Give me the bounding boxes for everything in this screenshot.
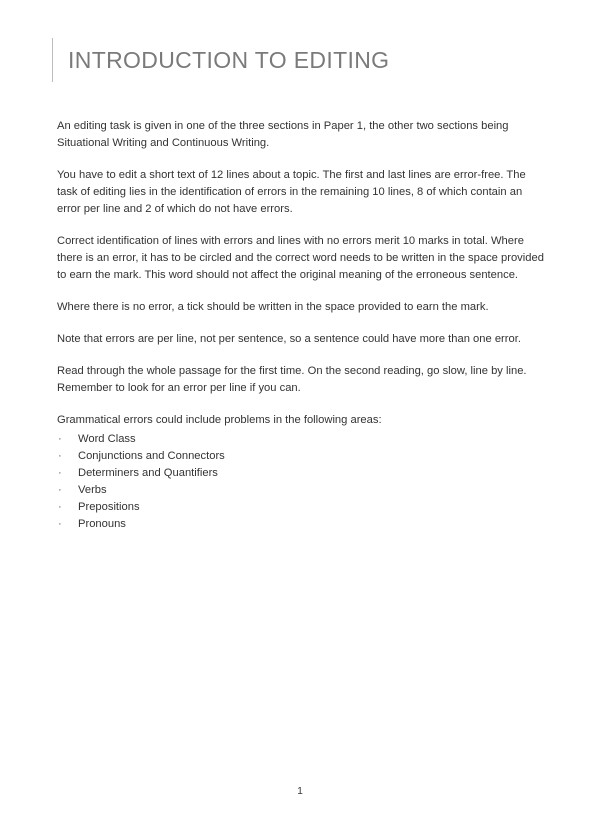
bullet-marker-icon: ·: [58, 433, 62, 445]
list-item: [57, 465, 546, 482]
bullet-marker-icon: ·: [58, 450, 62, 462]
page-title-block: [52, 38, 389, 82]
list-item: [57, 448, 546, 465]
body-paragraph-6: Read through the whole passage for the first time. On the second reading, go slow, line by line. Remember to look for an error per line if you can.: [57, 365, 527, 394]
body-paragraph-3: Correct identification of lines with errors and lines with no errors merit 10 marks in total. Where there is an error, it has to be circled and the correct word needs to be written in the space provided to earn the mark. This word should not affect the original meaning of the erroneous sentence.: [57, 235, 544, 281]
page-number: 1: [297, 786, 303, 797]
list-item-label: Prepositions: [78, 501, 140, 513]
list-item: [57, 482, 546, 499]
list-item-label: Verbs: [78, 484, 107, 496]
page-footer: [0, 786, 600, 798]
list-item-label: Pronouns: [78, 518, 126, 530]
body-paragraph-4: Where there is no error, a tick should be written in the space provided to earn the mark.: [57, 301, 489, 313]
page-title: INTRODUCTION TO EDITING: [68, 46, 390, 73]
body-paragraph-1: An editing task is given in one of the three sections in Paper 1, the other two sections being Situational Writing and Continuous Writing.: [57, 120, 509, 149]
bullet-marker-icon: ·: [58, 518, 62, 530]
body-paragraph-5: Note that errors are per line, not per sentence, so a sentence could have more than one error.: [57, 333, 521, 345]
list-item: [57, 431, 546, 448]
body-paragraph-2: You have to edit a short text of 12 lines about a topic. The first and last lines are error-free. The task of editing lies in the identification of errors in the remaining 10 lines, 8 of which contain an error per line and 2 of which do not have errors.: [57, 169, 526, 215]
list-item: [57, 516, 546, 533]
bullet-list-intro: Grammatical errors could include problems in the following areas:: [57, 414, 382, 426]
document-body: [57, 118, 546, 533]
list-item-label: Word Class: [78, 433, 136, 445]
list-item: [57, 499, 546, 516]
list-item-label: Determiners and Quantifiers: [78, 467, 218, 479]
bullet-marker-icon: ·: [58, 484, 62, 496]
grammatical-error-areas-list: [57, 431, 546, 533]
list-item-label: Conjunctions and Connectors: [78, 450, 225, 462]
bullet-marker-icon: ·: [58, 501, 62, 513]
bullet-marker-icon: ·: [58, 467, 62, 479]
